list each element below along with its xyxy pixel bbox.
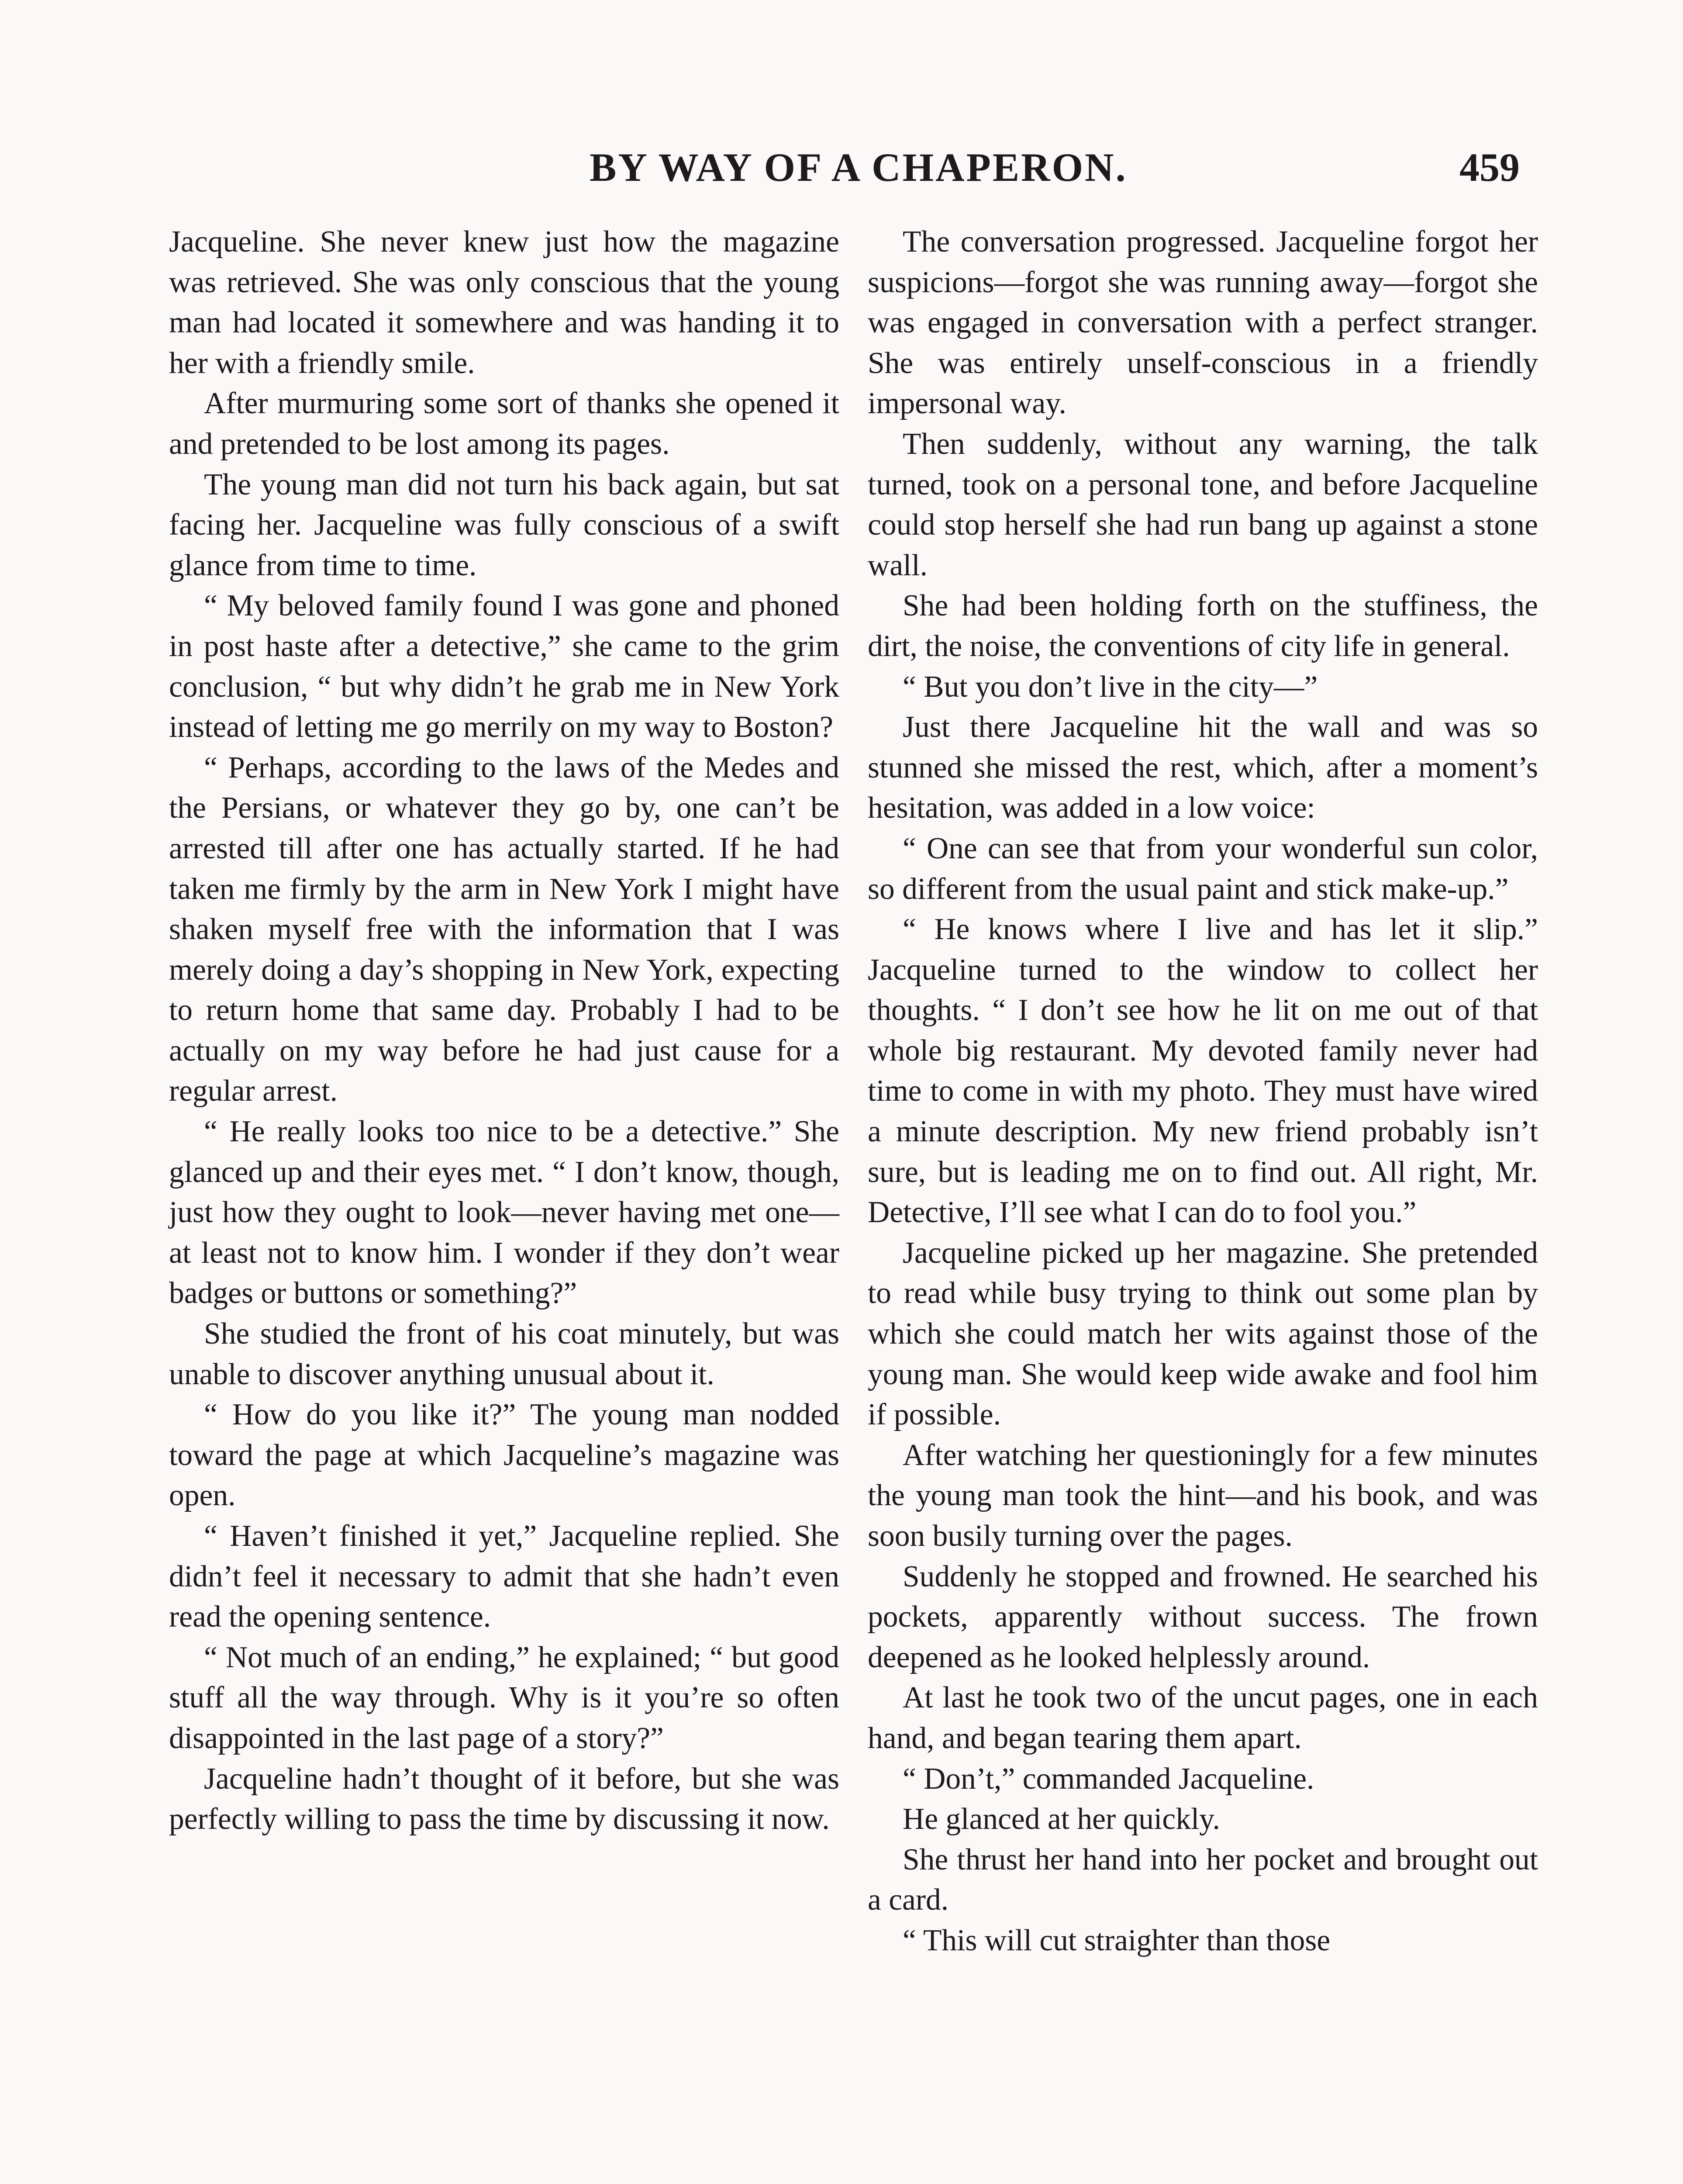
paragraph: “ Not much of an ending,” he explained; “ but good stuff all the way through. Why is it you’re so often disappointed in the last page of a story?”	[169, 1640, 839, 1755]
paragraph: “ He really looks too nice to be a detective.” She glanced up and their eyes met. “ I don’t know, though, just how they ought to look—never having met one—at least not to know him. I wonder if they don’t wear badges or buttons or something?”	[169, 1115, 839, 1310]
paragraph: “ This will cut straighter than those	[903, 1923, 1331, 1957]
paragraph: “ Perhaps, according to the laws of the Medes and the Persians, or whatever they go by, one can’t be arrested till after one has actually started. If he had taken me firmly by the arm in New York I might have shaken myself free with the information that I was merely doing a day’s shopping in New York, expecting to return home that same day. Probably I had to be actually on my way before he had just cause for a regular arrest.	[169, 750, 839, 1108]
paragraph: He glanced at her quickly.	[903, 1802, 1220, 1836]
page-number: 459	[1459, 145, 1520, 190]
paragraph: The young man did not turn his back again, but sat facing her. Jacqueline was fully conscious of a swift glance from time to time.	[169, 467, 839, 582]
paragraph: At last he took two of the uncut pages, one in each hand, and began tearing them apart.	[868, 1681, 1538, 1755]
paragraph: She studied the front of his coat minutely, but was unable to discover anything unusual about it.	[169, 1317, 839, 1391]
paragraph: “ Haven’t finished it yet,” Jacqueline replied. She didn’t feel it necessary to admit that she hadn’t even read the opening sentence.	[169, 1519, 839, 1634]
right-column	[868, 222, 1538, 1961]
paragraph: She had been holding forth on the stuffiness, the dirt, the noise, the conventions of city life in general.	[868, 589, 1538, 663]
paragraph: Then suddenly, without any warning, the talk turned, took on a personal tone, and before Jacqueline could stop herself she had run bang up against a stone wall.	[868, 427, 1538, 582]
paragraph: Suddenly he stopped and frowned. He searched his pockets, apparently without success. The frown deepened as he looked helplessly around.	[868, 1559, 1538, 1674]
paragraph: “ Don’t,” commanded Jacqueline.	[903, 1762, 1314, 1796]
paragraph: “ My beloved family found I was gone and phoned in post haste after a detective,” she came to the grim conclusion, “ but why didn’t he grab me in New York instead of letting me go merrily on my way to Boston?	[169, 589, 839, 744]
paragraph: “ He knows where I live and has let it slip.” Jacqueline turned to the window to collect her thoughts. “ I don’t see how he lit on me out of that whole big restaurant. My devoted family never had time to come in with my photo. They must have wired a minute description. My new friend probably isn’t sure, but is leading me on to find out. All right, Mr. Detective, I’ll see what I can do to fool you.”	[868, 912, 1538, 1230]
page-header	[166, 144, 1520, 201]
paragraph: After watching her questioningly for a few minutes the young man took the hint—and his book, and was soon busily turning over the pages.	[868, 1438, 1538, 1553]
paragraph: Just there Jacqueline hit the wall and was so stunned she missed the rest, which, after a moment’s hesitation, was added in a low voice:	[868, 710, 1538, 825]
left-column	[169, 222, 839, 1840]
running-title: BY WAY OF A CHAPERON.	[590, 145, 1128, 190]
paragraph: “ But you don’t live in the city—”	[903, 670, 1318, 704]
paragraph: “ One can see that from your wonderful sun color, so different from the usual paint and stick make-up.”	[868, 831, 1538, 906]
paragraph: After murmuring some sort of thanks she opened it and pretended to be lost among its pages.	[169, 387, 839, 461]
paragraph: Jacqueline. She never knew just how the magazine was retrieved. She was only conscious that the young man had located it somewhere and was handing it to her with a friendly smile.	[169, 225, 839, 380]
paragraph: Jacqueline picked up her magazine. She pretended to read while busy trying to think out some plan by which she could match her wits against those of the young man. She would keep wide awake and fool him if possible.	[868, 1236, 1538, 1432]
paragraph: The conversation progressed. Jacqueline forgot her suspicions—forgot she was running away—forgot she was engaged in conversation with a perfect stranger. She was entirely unself-conscious in a friendly impersonal way.	[868, 225, 1538, 421]
paragraph: Jacqueline hadn’t thought of it before, but she was perfectly willing to pass the time by discussing it now.	[169, 1762, 839, 1836]
paragraph: She thrust her hand into her pocket and brought out a card.	[868, 1842, 1538, 1917]
paragraph: “ How do you like it?” The young man nodded toward the page at which Jacqueline’s magazine was open.	[169, 1398, 839, 1513]
